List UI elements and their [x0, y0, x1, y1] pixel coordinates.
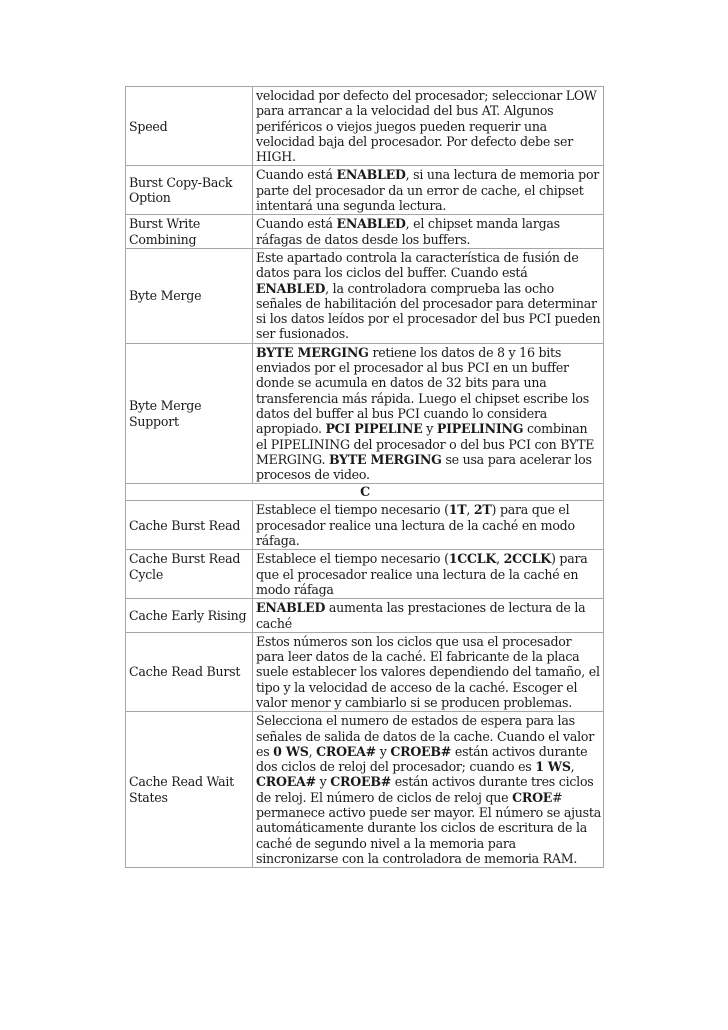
- description-cell: [253, 343, 604, 484]
- description-text: ,: [496, 551, 504, 567]
- emphasis-text: CROEA#: [256, 774, 316, 790]
- description-text: están activos durante tres ciclos de reloj. El número de ciclos de reloj que: [256, 774, 594, 805]
- description-cell: [253, 501, 604, 550]
- emphasis-text: 2CCLK: [503, 551, 551, 567]
- description-text: combinan el PIPELINING del procesador o del bus PCI con BYTE MERGING.: [256, 421, 595, 467]
- description-text: Selecciona el numero de estados de espera para las señales de salida de datos de la cache. Cuando el valor es: [256, 713, 595, 759]
- emphasis-text: 1 WS: [535, 759, 571, 775]
- term-cell: Cache Read Wait States: [126, 712, 253, 868]
- emphasis-text: PCI PIPELINE: [325, 421, 423, 437]
- description-cell: [253, 712, 604, 868]
- description-text: aumenta las prestaciones de lectura de la caché: [256, 600, 586, 631]
- emphasis-text: 1CCLK: [448, 551, 497, 567]
- description-text: , si una lectura de memoria por parte del procesador da un error de cache, el chipset intentará una segunda lectura.: [256, 167, 600, 214]
- description-text: Estos números son los ciclos que usa el procesador para leer datos de la caché. El fabricante de la placa suele establecer los valores dependiendo del tamaño, el tipo y la velocidad de acceso de la caché. Escoger el valor menor y cambiarlo si se producen problemas.: [256, 633, 600, 710]
- emphasis-text: CROEA#: [316, 743, 376, 759]
- emphasis-text: ENABLED: [256, 600, 326, 616]
- description-text: se usa para acelerar los procesos de video.: [256, 451, 592, 483]
- table-row: [126, 166, 604, 215]
- emphasis-text: PIPELINING: [436, 421, 524, 437]
- emphasis-text: BYTE MERGING: [329, 451, 442, 467]
- emphasis-text: BYTE MERGING: [256, 344, 369, 360]
- section-letter: C: [126, 484, 604, 501]
- definitions-table: [125, 86, 604, 868]
- description-cell: [253, 599, 604, 633]
- term-cell: Speed: [126, 87, 253, 166]
- emphasis-text: CROE: [512, 789, 553, 805]
- emphasis-text: ENABLED: [256, 280, 326, 296]
- table-row: [126, 248, 604, 343]
- term-cell: Cache Burst Read: [126, 501, 253, 550]
- term-cell: Cache Read Burst: [126, 632, 253, 711]
- section-header-row: [126, 484, 604, 501]
- description-cell: [253, 550, 604, 599]
- description-text: ) para que el procesador realice una lectura de la caché en modo ráfaga.: [256, 502, 575, 549]
- description-cell: [253, 87, 604, 166]
- description-text: están activos durante dos ciclos de reloj del procesador; cuando es: [256, 743, 588, 775]
- table-row: [126, 599, 604, 633]
- description-text: Establece el tiempo necesario (: [256, 551, 449, 567]
- table-row: [126, 501, 604, 550]
- emphasis-text: ENABLED: [336, 167, 406, 183]
- description-text: Este apartado controla la característica de fusión de datos para los ciclos del buffer. Cuando está: [256, 249, 579, 281]
- emphasis-text: ENABLED: [336, 216, 406, 232]
- description-text: , el chipset manda largas ráfagas de datos desde los buffers.: [256, 216, 560, 247]
- description-text: y: [375, 743, 391, 759]
- table-row: [126, 632, 604, 711]
- description-text: , la controladora comprueba las ocho señales de habilitación del procesador para determinar si los datos leídos por el procesador del bus PCI pueden ser fusionados.: [256, 280, 601, 342]
- emphasis-text: 0 WS: [273, 743, 309, 759]
- term-cell: Cache Early Rising: [126, 599, 253, 633]
- term-cell: Byte Merge Support: [126, 343, 253, 484]
- emphasis-text: 1T: [448, 502, 467, 518]
- description-text: ,: [466, 502, 474, 518]
- description-text: Cuando está: [256, 167, 337, 183]
- description-text: retiene los datos de 8 y 16 bits enviados por el procesador al bus PCI en un buffer donde se acumula en datos de 32 bits para una transferencia más rápida. Luego el chipset escribe los datos del buffer al bus PCI cuando lo considera apropiado.: [256, 344, 589, 437]
- description-text: y: [315, 774, 331, 790]
- term-cell: Burst Copy-Back Option: [126, 166, 253, 215]
- term-cell: Byte Merge: [126, 248, 253, 343]
- term-cell: Cache Burst Read Cycle: [126, 550, 253, 599]
- description-cell: [253, 632, 604, 711]
- table-row: [126, 550, 604, 599]
- description-text: ,: [308, 743, 317, 759]
- table-row: [126, 712, 604, 868]
- emphasis-text: CROEB#: [390, 743, 452, 759]
- description-text: y: [422, 421, 437, 437]
- table-row: [126, 87, 604, 166]
- table-row: [126, 343, 604, 484]
- description-text: velocidad por defecto del procesador; seleccionar LOW para arrancar a la velocidad del bus AT. Algunos periféricos o viejos juegos pueden requerir una velocidad baja del procesador. Por defecto debe ser HIGH.: [256, 88, 597, 165]
- description-text: ) para que el procesador realice una lectura de la caché en modo ráfaga: [256, 551, 588, 597]
- emphasis-text: 2T: [473, 502, 492, 518]
- definitions-table-body: [126, 87, 604, 868]
- description-text: # permanece activo puede ser mayor. El número se ajusta automáticamente durante los ciclos de escritura de la caché de segundo nivel a la memoria para sincronizarse con la controladora de memoria RAM.: [256, 789, 601, 866]
- description-text: Cuando está: [256, 216, 337, 232]
- description-text: Establece el tiempo necesario (: [256, 502, 449, 518]
- table-row: [126, 215, 604, 249]
- term-cell: Burst Write Combining: [126, 215, 253, 249]
- description-cell: [253, 166, 604, 215]
- description-cell: [253, 215, 604, 249]
- emphasis-text: CROEB#: [330, 774, 392, 790]
- description-cell: [253, 248, 604, 343]
- description-text: ,: [570, 759, 575, 775]
